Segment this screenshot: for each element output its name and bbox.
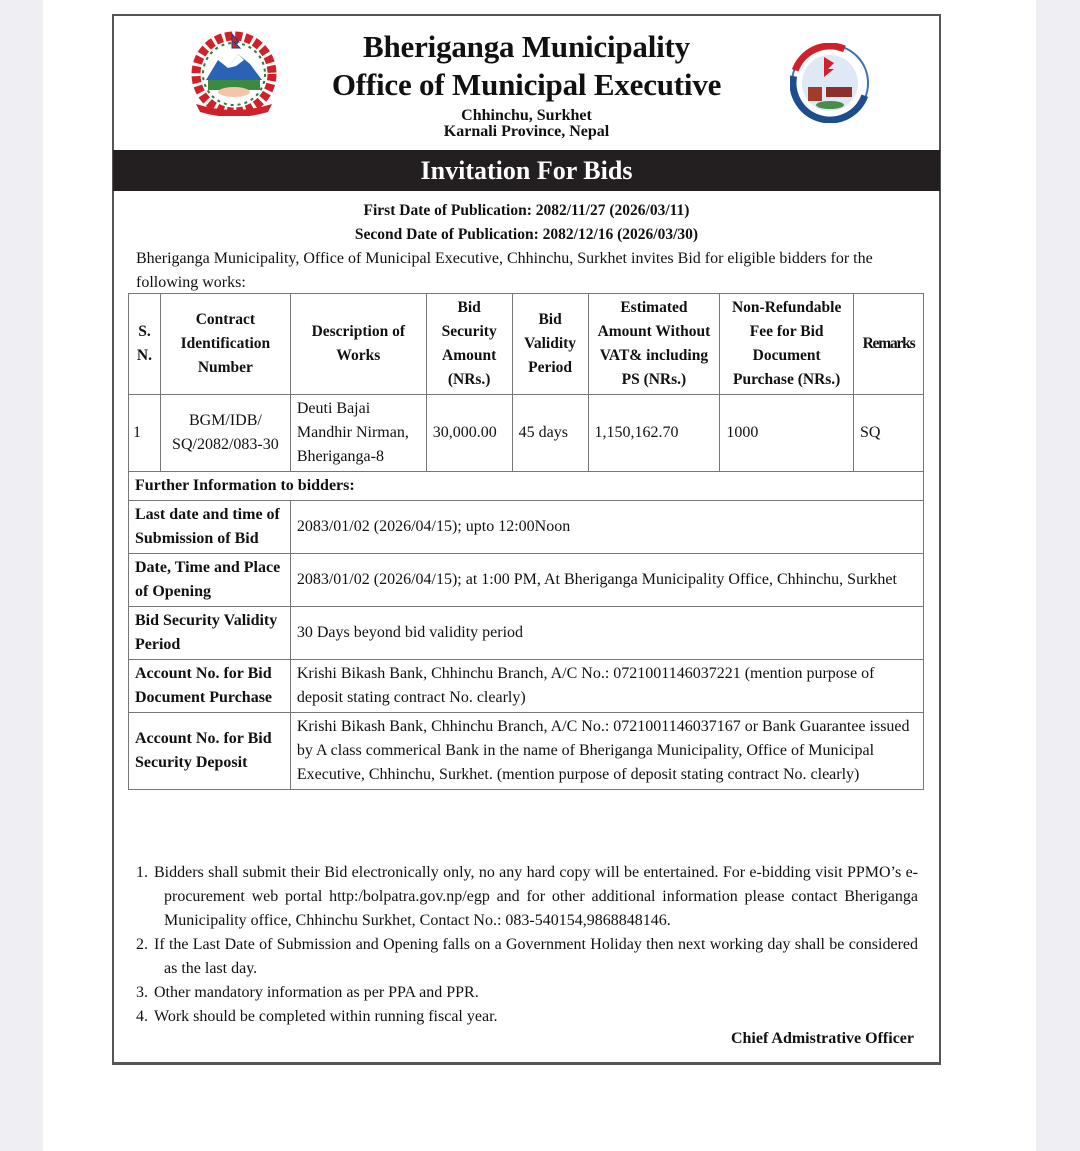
info-label-security-account: Account No. for Bid Security Deposit [129, 713, 291, 790]
cell-contract-id: BGM/IDB/ SQ/2082/083-30 [160, 395, 290, 472]
bid-notice [112, 14, 941, 1065]
info-label-opening: Date, Time and Place of Opening [129, 554, 291, 607]
info-label-security-validity: Bid Security Validity Period [129, 607, 291, 660]
info-row [129, 660, 924, 713]
info-value-opening: 2083/01/02 (2026/04/15); at 1:00 PM, At Bheriganga Municipality Office, Chhinchu, Surkhet [290, 554, 923, 607]
notes-list [136, 861, 918, 1029]
bids-table [128, 293, 924, 790]
cell-description: Deuti Bajai Mandhir Nirman, Bheriganga-8 [290, 395, 426, 472]
document-page [43, 0, 1036, 1151]
municipality-name: Bheriganga Municipality [363, 29, 690, 64]
info-row [129, 554, 924, 607]
info-value-document-account: Krishi Bikash Bank, Chhinchu Branch, A/C No.: 0721001146037221 (mention purpose of deposit stating contract No. clearly) [290, 660, 923, 713]
bheriganga-municipality-seal-icon [790, 43, 870, 123]
table-header-row [129, 294, 924, 395]
further-info-heading: Further Information to bidders: [129, 472, 924, 501]
info-row [129, 713, 924, 790]
invitation-intro: Bheriganga Municipality, Office of Municipal Executive, Chhinchu, Surkhet invites Bid for eligible bidders for the following works: [136, 250, 873, 291]
further-info-heading-row [129, 472, 924, 501]
cell-estimated-amount: 1,150,162.70 [588, 395, 720, 472]
address-line-1: Chhinchu, Surkhet [461, 107, 592, 124]
info-label-document-account: Account No. for Bid Document Purchase [129, 660, 291, 713]
info-value-security-account: Krishi Bikash Bank, Chhinchu Branch, A/C No.: 0721001146037167 or Bank Guarantee issued by A class commerical Bank in the name of Bheriganga Municipality, Office of Municipal Executive, Chhinchu, Surkhet. (mention purpose of deposit stating contract No. clearly) [290, 713, 923, 790]
info-label-submission: Last date and time of Submission of Bid [129, 501, 291, 554]
header-remarks: Remarks [854, 294, 924, 395]
header-contract-id: Contract Identification Number [160, 294, 290, 395]
cell-fee: 1000 [720, 395, 854, 472]
info-row [129, 607, 924, 660]
address-line-2: Karnali Province, Nepal [443, 123, 610, 140]
table-row [129, 395, 924, 472]
header-bid-security: Bid Security Amount (NRs.) [426, 294, 512, 395]
note-item: 2. If the Last Date of Submission and Opening falls on a Government Holiday then next working day shall be considered as the last day. [136, 936, 918, 977]
cell-bid-security: 30,000.00 [426, 395, 512, 472]
cell-remarks: SQ [854, 395, 924, 472]
letterhead [114, 16, 939, 150]
office-name: Office of Municipal Executive [331, 67, 722, 102]
second-publication-date: Second Date of Publication: 2082/12/16 (2026/03/30) [354, 226, 699, 243]
header-description: Description of Works [290, 294, 426, 395]
cell-sn: 1 [129, 395, 161, 472]
note-item: 4. Work should be completed within running fiscal year. [136, 1008, 498, 1025]
cell-bid-validity: 45 days [512, 395, 588, 472]
header-estimated-amount: Estimated Amount Without VAT& including PS (NRs.) [588, 294, 720, 395]
info-value-submission: 2083/01/02 (2026/04/15); upto 12:00Noon [290, 501, 923, 554]
info-row [129, 501, 924, 554]
header-sn: S. N. [129, 294, 161, 395]
header-bid-validity: Bid Validity Period [512, 294, 588, 395]
first-publication-date: First Date of Publication: 2082/11/27 (2026/03/11) [363, 202, 690, 219]
note-item: 3. Other mandatory information as per PPA and PPR. [136, 984, 479, 1001]
header-fee: Non-Refundable Fee for Bid Document Purchase (NRs.) [720, 294, 854, 395]
signatory: Chief Admistrative Officer [730, 1030, 914, 1047]
info-value-security-validity: 30 Days beyond bid validity period [290, 607, 923, 660]
invitation-banner: Invitation For Bids [113, 150, 940, 191]
note-item: 1. Bidders shall submit their Bid electronically only, no any hard copy will be entertained. For e-bidding visit PPMO’s e-procurement web portal http:/bolpatra.gov.np/egp and for other additional information please contact Bheriganga Municipality office, Chhinchu Surkhet, Contact No.: 083-540154,9868848146. [136, 864, 918, 929]
